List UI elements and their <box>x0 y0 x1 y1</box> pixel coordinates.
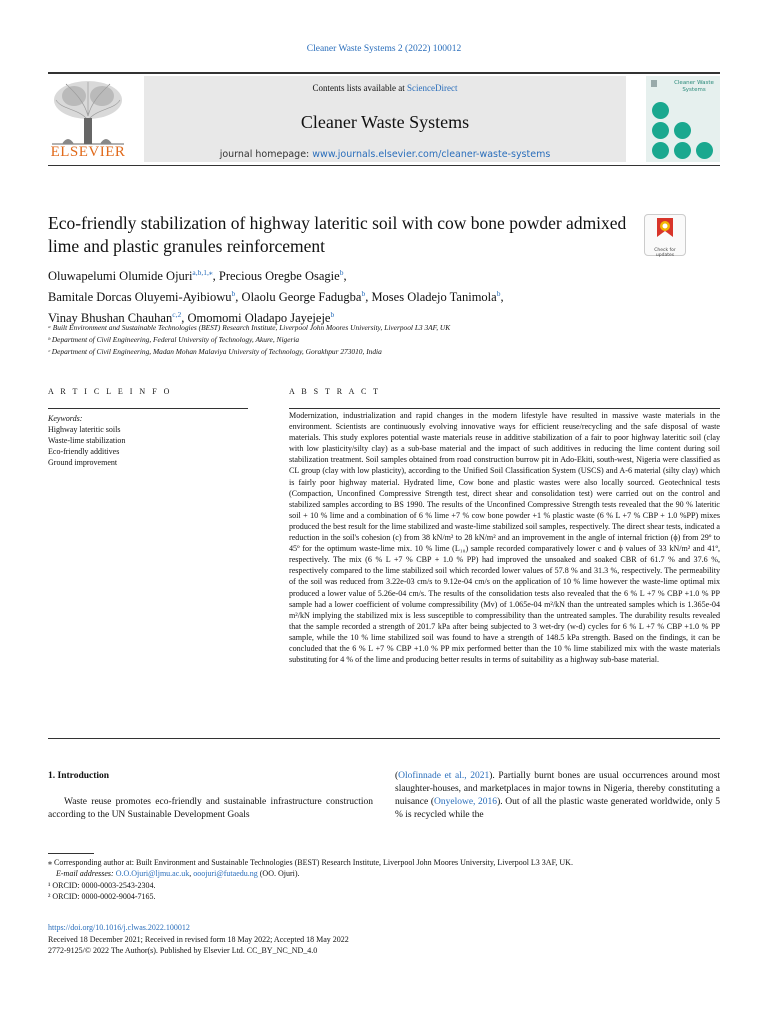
journal-masthead <box>48 72 720 166</box>
author-separator: , <box>235 290 242 305</box>
body-column-right: (Olofinnade et al., 2021). Partially burnt bones are usual occurrences around most slaughter-houses, and marketplaces in major towns in Nigeria, thereby constituting a nuisance (Onyelowe, 2016). Out of all the plastic waste generated worldwide, only 5 % is recycled while the <box>395 771 721 820</box>
author-separator: , <box>343 269 347 284</box>
keyword-item: Highway lateritic soils <box>48 425 121 434</box>
orcid-note: ¹ ORCID: 0000-0003-2543-2304. <box>48 880 156 890</box>
author-affiliation-marker[interactable]: b <box>496 289 501 299</box>
author-name[interactable]: Oluwapelumi Olumide Ojuri <box>48 269 193 284</box>
body-text: ). Partially burnt bones are usual occurrences around most slaughter-houses, and marketplaces in major towns in Nigeria, thereby constituting a nuisance ( <box>395 771 720 807</box>
contents-line <box>144 83 626 93</box>
footnotes <box>48 857 728 902</box>
journal-citation[interactable]: Cleaner Waste Systems 2 (2022) 100012 <box>306 44 462 54</box>
cover-circle-icon <box>696 142 713 159</box>
email-link[interactable]: O.O.Ojuri@ljmu.ac.uk <box>115 869 190 879</box>
homepage-line <box>144 149 626 160</box>
journal-homepage-link[interactable]: www.journals.elsevier.com/cleaner-waste-systems <box>312 149 551 160</box>
author-affiliation-marker[interactable]: b <box>361 289 366 299</box>
footnote-rule <box>48 853 94 854</box>
abstract-rule <box>289 408 720 409</box>
copyright-line: 2772-9125/© 2022 The Author(s). Published by Elsevier Ltd. CC_BY_NC_ND_4.0 <box>48 946 318 955</box>
affiliations <box>48 322 720 358</box>
author-affiliation-marker[interactable]: b <box>339 268 344 277</box>
author-name[interactable]: Vinay Bhushan Chauhan <box>48 311 173 326</box>
citation-link[interactable]: Onyelowe, 2016 <box>434 797 498 807</box>
author-name[interactable]: Moses Oladejo Tanimola <box>371 290 497 305</box>
author-name[interactable]: Bamitale Dorcas Oluyemi-Ayibiowu <box>48 290 232 305</box>
author-separator: , <box>181 311 188 326</box>
affiliation-a: ᵃ Built Environment and Sustainable Technologies (BEST) Research Institute, Liverpool John Moores University, Liverpool L3 3AF, UK <box>48 323 451 332</box>
author-name[interactable]: Precious Oregbe Osagie <box>218 269 340 284</box>
cover-publisher-icon <box>651 80 657 87</box>
homepage-label: journal homepage: <box>219 149 313 160</box>
email-note <box>48 868 728 879</box>
author-affiliation-marker[interactable]: a,b,1,⁎ <box>192 268 213 277</box>
masthead-top-rule <box>48 72 720 74</box>
email-tail: (OO. Ojuri). <box>257 869 300 879</box>
abstract-text: Modernization, industrialization and rapid changes in the modern lifestyle have resulted in massive waste materials in the environment. Scientists are continuously evolving innovative ways for efficient reuse/recycling and the safe disposal of waste materials. This study explores potential waste materials reuse in additive stabilization of a fair to poor highway lateritic soil (clay with low plasticity/silty clay) as a sub-base material and the impact of such additives in reducing the lime content during soil stabilization treatment. Soil samples obtained from road construction burrow pit in Ado-Ekiti, south-west, Nigeria were classified as CL group (clay with low plasticity), according to the Unified Soil Classification System (USCS) and A-6 material (silty clay) which is fairly poor highway material. Hydrated lime, Cow bone and plastic wastes were also locally sourced. Geotechnical tests (Compaction, Unconfined Compressive Strength test, direct shear and consolidation test) were carried out on the control and stabilized samples according to BS 1990. The results of the Unconfined Compressive Strength tests revealed that the 90 % lateritic soil + 10 % lime and a combination of 6 % lime +7 % cow bone powder +1 % plastic waste (6 % L +7 % CBP + 1.0 %PP) mixes produced the best result for the lime stabilized and waste-lime stabilized soil samples, respectively. The direct shear tests, indicated a reduction in the soil's cohesion (c) from 38 kN/m² to 28 kN/m² and an improvement in the angle of internal friction (ϕ) from 29º to 45º for the optimum waste-lime mix. 10 % lime (L₁₀) sample recorded comparatively lower c and ϕ values of 33 kN/m² and 41º, respectively. The mix (6 % L +7 % CBP + 1.0 % PP) had improved the unsoaked and soaked CBR of 61.7 % and 37.6 %, respectively compared to the lime stabilized soil which recorded lower values of 57.8 % and 31.3 %, respectively. The permeability of the soil was reduced from 3.22e-03 cm/s to 9.12e-04 cm/s on the application of 10 % lime however the waste-lime optimal mix produced a lower value of 5.26e-04 cm/s. The results of the consolidation tests also revealed that the 6 % L +7 % CBP +1.0 % PP sample had a lower coefficient of volume compressibility (Mv) of 1.065e-04 m²/kN than the untreated samples which is 1.365e-04 m²/kN implying the stabilized mix is less susceptible to compressibility than the untreated samples. The durability results revealed that the sample recorded a strength of 201.7 kPa after being subjected to 3 wet-dry (w-d) cycles for 6 % L +7 % CBP +1.0 % PP sample, while the 10 % lime stabilized soil was found to have a strength of 148.5 kPa strength. Based on the findings, it can be concluded that the 6 % L +7 % CBP +1.0 % PP mix performed better than the 10 % lime stabilized mix with the waste materials substituting for 4 % of the lime and producing better results in terms of suitability as a highway sub-base material. <box>289 411 720 665</box>
author-affiliation-marker[interactable]: b <box>330 310 335 320</box>
keyword-item: Eco-friendly additives <box>48 447 120 456</box>
body-text: ). Out of all the plastic waste generated worldwide, only 5 % is recycled while the <box>395 797 721 820</box>
crossmark-label <box>645 248 685 258</box>
crossmark-line2: updates <box>655 253 675 258</box>
citation-link[interactable]: Olofinnade et al., 2021 <box>398 771 490 781</box>
cover-circle-icon <box>652 122 669 139</box>
email-separator: , <box>189 869 194 879</box>
abstract-end-rule <box>48 738 720 739</box>
affiliation-c: ᶜ Department of Civil Engineering, Madan Mohan Malaviya University of Technology, Gorakhpur 273010, India <box>48 347 382 356</box>
article-title: Eco-friendly stabilization of highway lateritic soil with cow bone powder admixed lime and plastic granules reinforcement <box>48 213 627 256</box>
abstract-heading: A B S T R A C T <box>289 387 381 396</box>
contents-prefix: Contents lists available at <box>312 83 407 93</box>
email-label: E-mail addresses: <box>56 869 116 879</box>
crossmark-icon <box>645 215 685 243</box>
author-list <box>48 264 658 327</box>
keywords-block <box>48 413 248 468</box>
cover-circle-icon <box>674 142 691 159</box>
masthead-bottom-rule <box>48 165 720 166</box>
cover-circle-icon <box>674 122 691 139</box>
author-line <box>48 285 658 306</box>
keywords-label: Keywords: <box>48 414 83 423</box>
masthead-center-panel <box>144 76 626 162</box>
author-name[interactable]: Omomomi Oladapo Jayejeje <box>187 311 331 326</box>
keyword-item: Waste-lime stabilization <box>48 436 126 445</box>
author-separator: , <box>365 290 372 305</box>
cover-circle-icon <box>652 102 669 119</box>
body-column-left: Waste reuse promotes eco-friendly and sustainable infrastructure construction according to the UN Sustainable Development Goals <box>48 797 373 820</box>
orcid-note: ² ORCID: 0000-0002-9004-7165. <box>48 891 156 901</box>
corresponding-author-note: ⁎ Corresponding author at: Built Environment and Sustainable Technologies (BEST) Research Institute, Liverpool John Moores University, Liverpool L3 3AF, UK. <box>48 858 573 867</box>
author-separator: , <box>500 290 504 305</box>
author-affiliation-marker[interactable]: b <box>231 289 236 299</box>
publisher-wordmark: ELSEVIER <box>50 144 126 160</box>
author-separator: , <box>212 269 219 284</box>
sciencedirect-link[interactable]: ScienceDirect <box>407 83 458 93</box>
cover-circle-icon <box>652 142 669 159</box>
publication-info <box>48 922 720 957</box>
journal-title: Cleaner Waste Systems <box>300 112 470 132</box>
email-link[interactable]: ooojuri@futaedu.ng <box>193 869 258 879</box>
keyword-item: Ground improvement <box>48 458 118 467</box>
crossmark-line1: Check for <box>654 248 676 253</box>
journal-cover-thumbnail[interactable] <box>646 76 720 162</box>
affiliation-b: ᵇ Department of Civil Engineering, Federal University of Technology, Akure, Nigeria <box>48 335 300 344</box>
received-dates: Received 18 December 2021; Received in revised form 18 May 2022; Accepted 18 May 2022 <box>48 934 349 944</box>
author-name[interactable]: Olaolu George Fadugba <box>241 290 362 305</box>
author-affiliation-marker[interactable]: c,2 <box>172 310 182 320</box>
elsevier-logo[interactable] <box>48 78 128 164</box>
cover-title: Cleaner Waste Systems <box>674 80 714 93</box>
article-info-rule <box>48 408 248 409</box>
article-info-heading: A R T I C L E I N F O <box>48 387 172 396</box>
check-for-updates-button[interactable] <box>644 214 686 256</box>
doi-link[interactable]: https://doi.org/10.1016/j.clwas.2022.100012 <box>48 923 190 932</box>
section-heading-introduction: 1. Introduction <box>48 771 110 781</box>
author-line <box>48 264 658 285</box>
elsevier-tree-icon <box>48 78 128 146</box>
